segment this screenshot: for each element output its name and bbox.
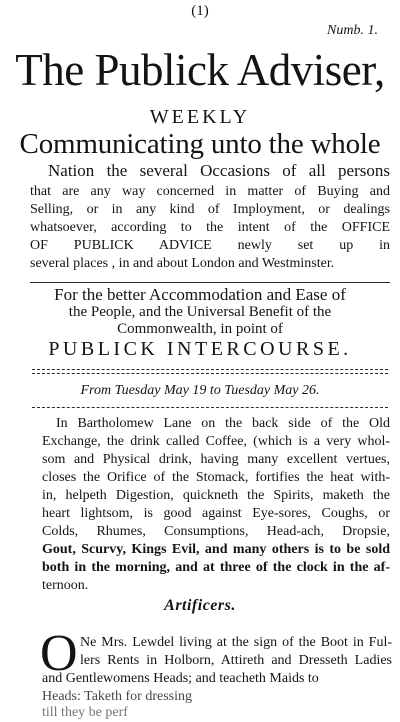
issue-number: Numb. 1. <box>327 23 378 38</box>
drop-cap: O <box>40 625 78 682</box>
advert-line: lers Rents in Holborn, Attireth and Dresseth Ladies <box>80 653 392 668</box>
subtitle-line-3: that are any way concerned in matter of Buying and <box>30 184 390 199</box>
article-line: som and Physical drink, having many excellent vertues, <box>42 452 390 467</box>
dateline: From Tuesday May 19 to Tuesday May 26. <box>80 383 320 398</box>
advert-line: till they be perf <box>42 705 128 720</box>
article-line: in, helpeth Digestion, quickneth the Spirits, maketh the <box>42 488 390 503</box>
purpose-line-1: For the better Accommodation and Ease of <box>54 285 346 304</box>
article-line: both in the morning, and at three of the clock in the af- <box>42 560 390 575</box>
subtitle-line-4: Selling, or in any kind of Imployment, or dealings <box>30 202 390 217</box>
subtitle-line-6: OF PUBLICK ADVICE newly set up in <box>30 238 390 253</box>
frequency-label: WEEKLY <box>149 106 251 128</box>
subtitle-line-7: several places , in and about London and Westminster. <box>30 256 335 271</box>
advert-line: Heads: Taketh for dressing <box>42 689 193 704</box>
advert-line: and Gentlewomens Heads; and teacheth Maids to <box>42 671 319 686</box>
publick-intercourse: PUBLICK INTERCOURSE. <box>48 338 352 360</box>
article-line: Exchange, the drink called Coffee, (which is a very whol- <box>42 434 390 449</box>
purpose-line-3: Commonwealth, in point of <box>117 321 283 337</box>
article-line: Gout, Scurvy, Kings Evil, and many others is to be sold <box>42 542 390 557</box>
article-line: heart lightsom, is good against Eye-sores, Coughs, or <box>42 506 390 521</box>
article-line: Colds, Rhumes, Consumptions, Head-ach, Dropsie, <box>42 524 390 539</box>
purpose-line-2: the People, and the Universal Benefit of the <box>68 304 332 320</box>
divider-rule <box>32 369 388 370</box>
page-number: (1) <box>191 3 209 19</box>
article-line: ternoon. <box>42 578 89 593</box>
divider-rule <box>32 373 388 374</box>
newspaper-title: The Publick Adviser, <box>15 45 385 95</box>
section-heading: Artificers. <box>164 597 236 614</box>
article-line: closes the Orifice of the Stomack, fortifies the heat with- <box>42 470 390 485</box>
divider-rule <box>32 407 388 408</box>
subtitle-line-2: Nation the several Occasions of all persons <box>48 161 390 180</box>
advert-line: Ne Mrs. Lewdel living at the sign of the Boot in Ful- <box>80 635 392 650</box>
divider-rule <box>30 282 390 283</box>
subtitle-line-1: Communicating unto the whole <box>19 128 381 160</box>
article-line: In Bartholomew Lane on the back side of the Old <box>56 416 390 431</box>
subtitle-line-5: whatsoever, according to the intent of the OFFICE <box>30 220 390 235</box>
